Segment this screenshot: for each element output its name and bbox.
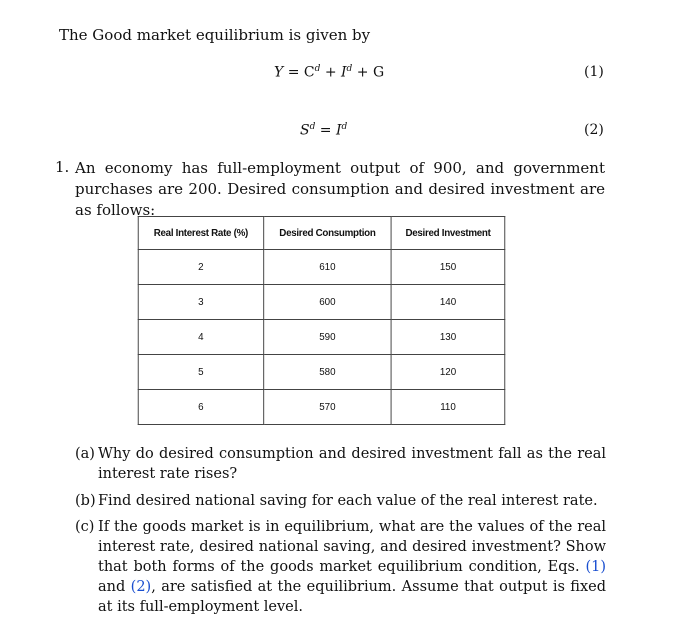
subquestion-c-part1: If the goods market is in equilibrium, what are the values of the real interest rate, desired national saving, and desired investment? Show that both forms of the goods market equilibrium condition, Eqs. bbox=[98, 519, 606, 575]
subquestion-b-label: (b) bbox=[75, 493, 96, 509]
question-text: An economy has full-employment output of 900, and government purchases are 200. Desired consumption and desired investment are as follows: bbox=[75, 159, 605, 219]
subquestion-b-text: Find desired national saving for each value of the real interest rate. bbox=[98, 493, 598, 509]
table-row bbox=[138, 285, 505, 320]
question-number: 1. bbox=[55, 158, 70, 176]
equation-goods-market bbox=[274, 64, 384, 81]
eq1-investment: I bbox=[341, 64, 347, 81]
table-row bbox=[138, 250, 505, 285]
subquestion-c-label: (c) bbox=[75, 519, 95, 535]
eq2-investment: I bbox=[336, 122, 342, 139]
eq2-saving: S bbox=[300, 122, 310, 139]
subquestion-c-text bbox=[98, 517, 606, 617]
cell-investment: 150 bbox=[391, 250, 504, 285]
header-real-interest-rate: Real Interest Rate (%) bbox=[138, 217, 263, 250]
cell-investment: 140 bbox=[391, 285, 504, 320]
cell-rate: 3 bbox=[138, 285, 263, 320]
eq2-equals: = bbox=[315, 122, 336, 139]
equation-number-1: (1) bbox=[584, 64, 604, 80]
table-row bbox=[138, 320, 505, 355]
cell-consumption: 570 bbox=[264, 390, 392, 425]
cell-consumption: 580 bbox=[264, 355, 392, 390]
table-header-row bbox=[138, 217, 505, 250]
eq1-sup1: d bbox=[314, 64, 321, 74]
subquestion-a-label: (a) bbox=[75, 446, 95, 462]
cell-rate: 6 bbox=[138, 390, 263, 425]
eq1-sup2: d bbox=[346, 64, 353, 74]
equation-ref-1-link[interactable]: (1) bbox=[585, 559, 606, 575]
eq1-plus: + bbox=[320, 64, 342, 81]
data-table bbox=[138, 216, 506, 425]
table-row bbox=[138, 355, 505, 390]
header-desired-investment: Desired Investment bbox=[391, 217, 504, 250]
table-row bbox=[138, 390, 505, 425]
cell-consumption: 610 bbox=[264, 250, 392, 285]
equation-number-2: (2) bbox=[584, 122, 604, 138]
intro-text: The Good market equilibrium is given by bbox=[59, 26, 371, 44]
cell-investment: 110 bbox=[391, 390, 504, 425]
equation-ref-2-link[interactable]: (2) bbox=[130, 579, 152, 595]
cell-consumption: 590 bbox=[264, 320, 392, 355]
cell-consumption: 600 bbox=[264, 285, 392, 320]
cell-investment: 120 bbox=[391, 355, 504, 390]
cell-rate: 2 bbox=[138, 250, 263, 285]
eq1-rhs: = C bbox=[287, 64, 315, 81]
cell-rate: 4 bbox=[138, 320, 263, 355]
subquestion-c-and: and bbox=[98, 579, 131, 595]
eq2-sup2: d bbox=[341, 122, 348, 132]
eq1-rest: + G bbox=[352, 64, 385, 81]
subquestion-c-part2: , are satisfied at the equilibrium. Assume that output is fixed at its full-employment level. bbox=[98, 579, 607, 615]
cell-rate: 5 bbox=[138, 355, 263, 390]
cell-investment: 130 bbox=[391, 320, 504, 355]
equation-saving-investment bbox=[300, 122, 347, 139]
header-desired-consumption: Desired Consumption bbox=[264, 217, 392, 250]
eq2-sup1: d bbox=[309, 122, 316, 132]
eq1-lhs: Y bbox=[274, 64, 284, 81]
subquestion-a-text: Why do desired consumption and desired investment fall as the real interest rate rises? bbox=[98, 446, 606, 482]
